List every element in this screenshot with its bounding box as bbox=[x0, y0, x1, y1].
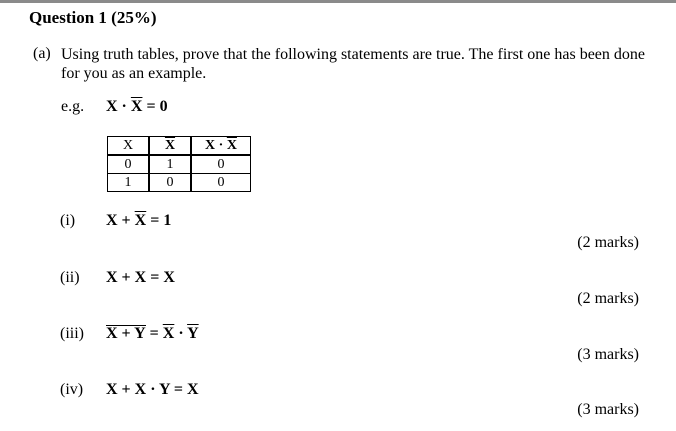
part-a-label: (a) bbox=[33, 45, 51, 62]
table-cell: 0 bbox=[149, 174, 191, 192]
table-header-cell: X bbox=[108, 137, 150, 156]
part-a-instructions: Using truth tables, prove that the following statements are true. The first one has been done for you as an example. bbox=[61, 46, 645, 82]
item-iii-marks: (3 marks) bbox=[577, 346, 639, 363]
item-ii-label: (ii) bbox=[60, 269, 80, 286]
table-row bbox=[108, 155, 251, 174]
table-cell: 1 bbox=[149, 155, 191, 174]
item-iv-label: (iv) bbox=[60, 381, 84, 398]
table-cell: 0 bbox=[191, 174, 251, 192]
table-cell: 0 bbox=[191, 155, 251, 174]
item-i-label: (i) bbox=[60, 212, 76, 229]
table-header-cell: $X \cdot \overline{X}$ bbox=[191, 137, 251, 156]
table-cell: 0 bbox=[108, 155, 150, 174]
example-label: e.g. bbox=[61, 98, 85, 115]
example-truth-table bbox=[107, 136, 251, 192]
item-ii-marks: (2 marks) bbox=[577, 290, 639, 307]
item-ii-equation: X + X = X bbox=[106, 269, 175, 286]
question-title: Question 1 (25%) bbox=[29, 8, 157, 27]
item-i-marks: (2 marks) bbox=[577, 234, 639, 251]
table-row bbox=[108, 174, 251, 192]
table-header-row bbox=[108, 137, 251, 156]
example-equation: $X \cdot \overline{X} = 0$ bbox=[106, 98, 168, 115]
item-iv-equation: X + X · Y = X bbox=[106, 381, 199, 398]
table-cell: 1 bbox=[108, 174, 150, 192]
item-iii-label: (iii) bbox=[60, 325, 84, 342]
top-divider bbox=[0, 0, 676, 3]
item-i-equation: $X + \overline{X} = 1$ bbox=[106, 212, 172, 229]
table-header-cell: $\overline{X}$ bbox=[149, 137, 191, 156]
item-iii-equation: $X + Y = \overline{X} \cdot \overline{Y}$ bbox=[106, 325, 199, 342]
item-iv-marks: (3 marks) bbox=[577, 401, 639, 418]
